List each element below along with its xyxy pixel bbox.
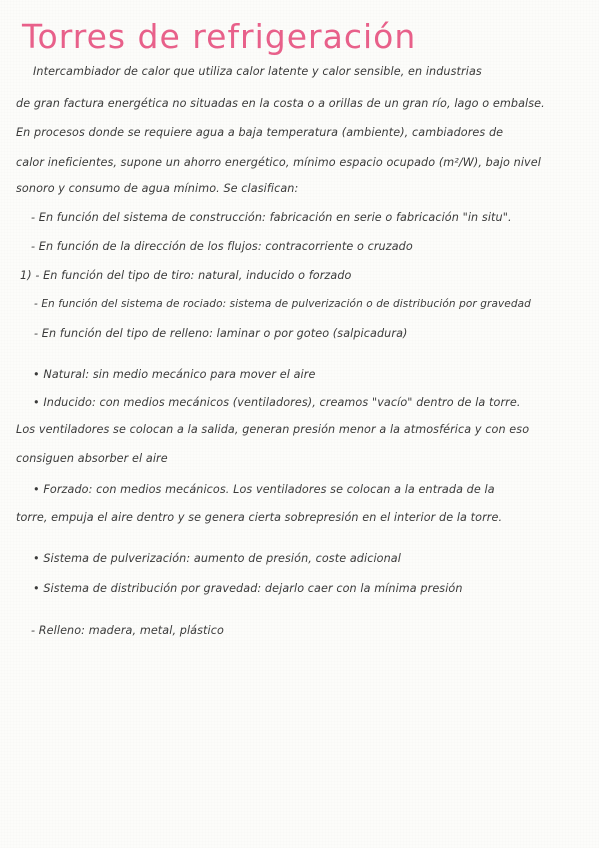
tiro-forzado-line-2: torre, empuja el aire dentro y se genera cierta sobrepresión en el interior de la torre.: [16, 511, 503, 524]
tiro-inducido-line-2: Los ventiladores se colocan a la salida, generan presión menor a la atmosférica y con eso: [16, 423, 530, 436]
page-title: Torres de refrigeración: [22, 17, 417, 56]
classification-rociado: - En función del sistema de rociado: sistema de pulverización o de distribución por gravedad: [34, 298, 531, 310]
relleno-materiales: - Relleno: madera, metal, plástico: [31, 624, 224, 637]
rociado-pulverizacion: • Sistema de pulverización: aumento de presión, coste adicional: [33, 552, 401, 565]
intro-line-1: Intercambiador de calor que utiliza calor latente y calor sensible, en industrias: [33, 65, 482, 78]
classification-relleno: - En función del tipo de relleno: laminar o por goteo (salpicadura): [34, 327, 408, 340]
classification-tiro: 1) - En función del tipo de tiro: natural, inducido o forzado: [20, 269, 352, 282]
intro-line-4: calor ineficientes, supone un ahorro energético, mínimo espacio ocupado (m²/W), bajo nivel: [16, 156, 541, 169]
tiro-inducido-line-1: • Inducido: con medios mecánicos (ventiladores), creamos "vacío" dentro de la torre.: [33, 396, 521, 409]
classification-construccion: - En función del sistema de construcción: fabricación en serie o fabricación "in situ".: [31, 211, 512, 224]
intro-line-5: sonoro y consumo de agua mínimo. Se clasifican:: [16, 182, 299, 195]
tiro-forzado-line-1: • Forzado: con medios mecánicos. Los ventiladores se colocan a la entrada de la: [33, 483, 495, 496]
classification-flujos: - En función de la dirección de los flujos: contracorriente o cruzado: [31, 240, 413, 253]
tiro-natural: • Natural: sin medio mecánico para mover el aire: [33, 368, 316, 381]
rociado-gravedad: • Sistema de distribución por gravedad: dejarlo caer con la mínima presión: [33, 582, 463, 595]
intro-line-3: En procesos donde se requiere agua a baja temperatura (ambiente), cambiadores de: [16, 126, 504, 139]
intro-line-2: de gran factura energética no situadas en la costa o a orillas de un gran río, lago o embalse.: [16, 97, 545, 110]
tiro-inducido-line-3: consiguen absorber el aire: [16, 452, 168, 465]
